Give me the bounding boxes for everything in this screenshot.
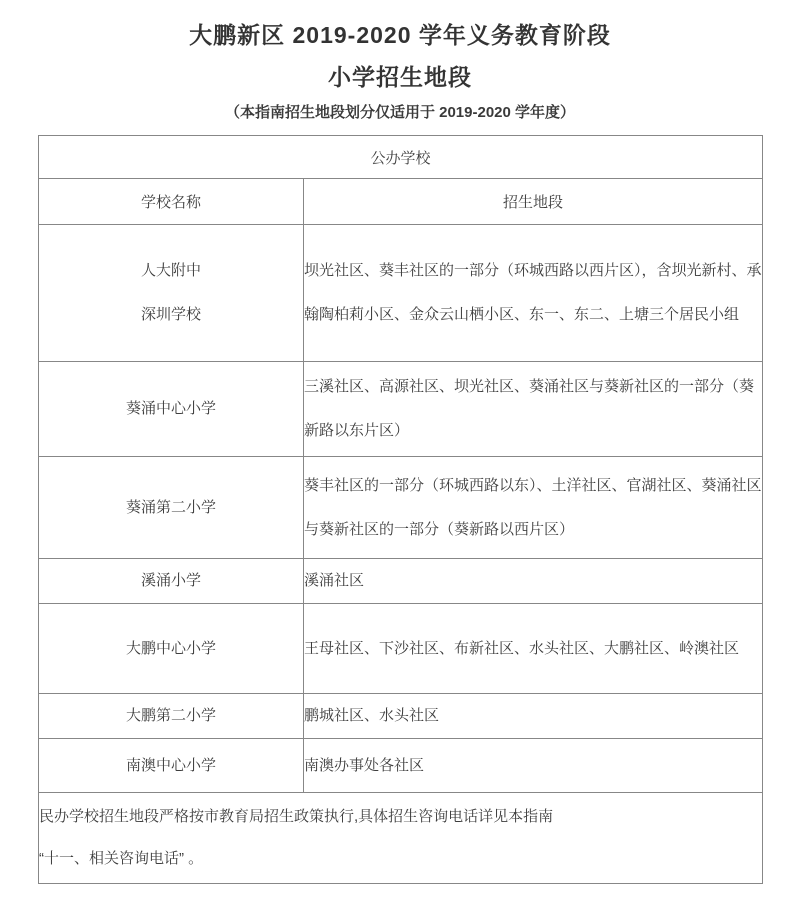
table-row <box>39 362 763 457</box>
school-name-cell: 南澳中心小学 <box>39 739 304 793</box>
table-row <box>39 559 763 604</box>
table-row <box>39 225 763 362</box>
district-cell: 鹏城社区、水头社区 <box>304 694 763 739</box>
school-name-cell: 大鹏第二小学 <box>39 694 304 739</box>
table-row <box>39 457 763 559</box>
footnote-row <box>39 793 763 884</box>
column-header-row <box>39 179 763 225</box>
school-name-cell: 溪涌小学 <box>39 559 304 604</box>
table-row <box>39 694 763 739</box>
document-title-line2: 小学招生地段 <box>328 64 472 90</box>
column-header-district: 招生地段 <box>304 179 763 225</box>
school-name-line: 人大附中 <box>140 262 201 279</box>
school-name-cell <box>39 225 304 362</box>
enrollment-zone-table <box>38 135 763 884</box>
document-title-line1: 大鹏新区 2019-2020 学年义务教育阶段 <box>189 22 611 48</box>
school-name-cell: 葵涌第二小学 <box>39 457 304 559</box>
district-cell: 坝光社区、葵丰社区的一部分（环城西路以西片区），含坝光新村、承翰陶柏莉小区、金众云山栖小区、东一、东二、上塘三个居民小组 <box>304 225 763 362</box>
footnote-line: 民办学校招生地段严格按市教育局招生政策执行,具体招生咨询电话详见本指南 <box>39 808 554 825</box>
enrollment-zone-table-wrap <box>38 135 763 884</box>
school-name-cell: 大鹏中心小学 <box>39 604 304 694</box>
section-header-row <box>39 136 763 179</box>
table-row <box>39 739 763 793</box>
district-cell: 三溪社区、高源社区、坝光社区、葵涌社区与葵新社区的一部分（葵新路以东片区） <box>304 362 763 457</box>
document-subtitle: （本指南招生地段划分仅适用于 2019-2020 学年度） <box>224 104 576 121</box>
district-cell: 王母社区、下沙社区、布新社区、水头社区、大鹏社区、岭澳社区 <box>304 604 763 694</box>
school-name-cell: 葵涌中心小学 <box>39 362 304 457</box>
district-cell: 南澳办事处各社区 <box>304 739 763 793</box>
footnote-line: “十一、相关咨询电话” 。 <box>39 850 204 867</box>
district-cell: 溪涌社区 <box>304 559 763 604</box>
district-cell: 葵丰社区的一部分（环城西路以东）、土洋社区、官湖社区、葵涌社区与葵新社区的一部分（葵新路以西片区） <box>304 457 763 559</box>
column-header-school-name: 学校名称 <box>39 179 304 225</box>
section-header-public-schools: 公办学校 <box>39 136 763 179</box>
table-row <box>39 604 763 694</box>
private-school-footnote <box>39 793 763 884</box>
school-name-line: 深圳学校 <box>140 306 201 323</box>
